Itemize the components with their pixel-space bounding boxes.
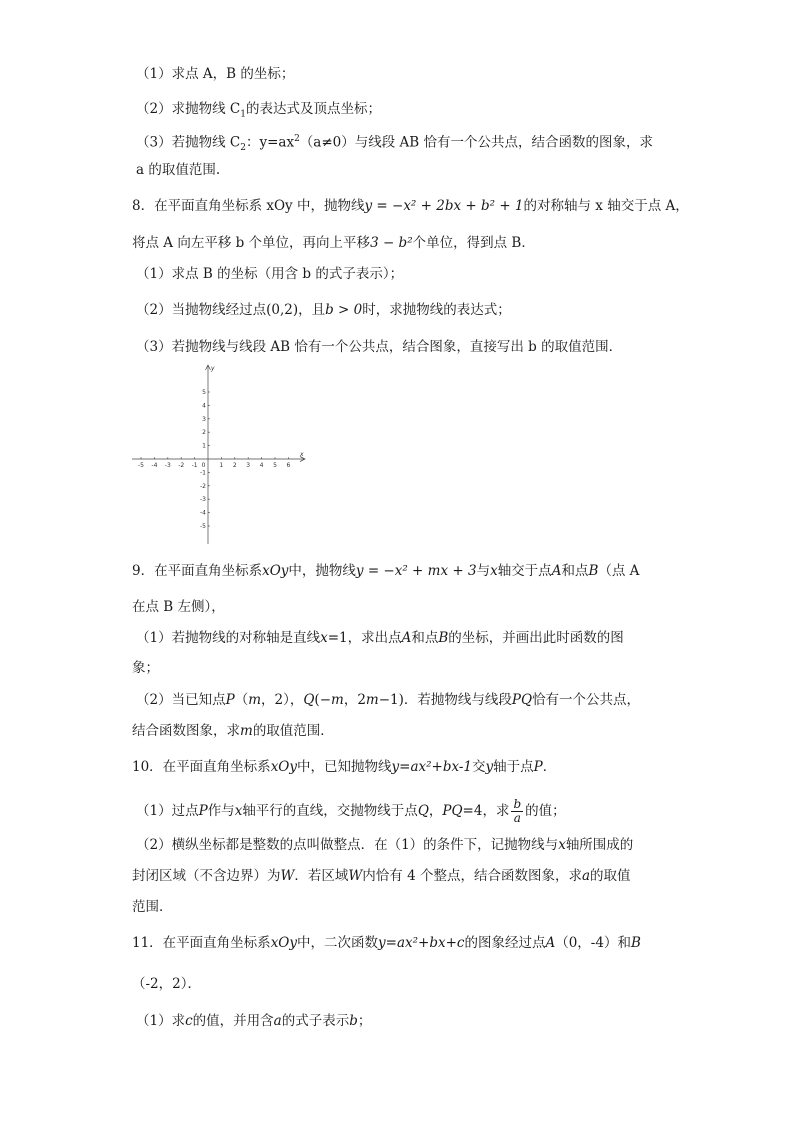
y-tick-label: -3 [200, 496, 206, 504]
q11-part1: （1）求c的值，并用含a的式子表示b； [136, 1013, 372, 1029]
y-tick-label: 3 [202, 415, 206, 423]
x-axis-label: x [300, 451, 304, 458]
q10-stem: 10．在平面直角坐标系xOy中，已知抛物线y=ax²+bx-1交y轴于点P． [132, 759, 557, 775]
q8-stem: 8．在平面直角坐标系 xOy 中，抛物线y = −x² + 2bx + b² + 1的对称轴与 x 轴交于点 A， [132, 198, 689, 214]
q10-part2: （2）横纵坐标都是整数的点叫做整点．在（1）的条件下，记抛物线与x轴所围成的 [136, 837, 634, 853]
q9-stem: 9．在平面直角坐标系xOy中，抛物线y = −x² + mx + 3与x轴交于点A和点B（点 A [132, 563, 640, 579]
fraction-b-over-a: $\frac{b}{a}$ [513, 797, 522, 825]
y-tick-label: -5 [200, 523, 206, 530]
x-tick-label: -1 [191, 462, 198, 469]
y-tick-label: 4 [202, 402, 206, 410]
q8-stem-cont: 将点 A 向左平移 b 个单位，再向上平移3 − b²个单位，得到点 B． [132, 235, 535, 251]
x-tick-label: 4 [259, 462, 264, 469]
x-tick-label: 3 [246, 462, 251, 469]
coordinate-axes-figure [128, 362, 308, 548]
y-tick-label: 2 [202, 429, 206, 437]
y-axis-label: y [211, 365, 215, 372]
x-tick-label: -2 [178, 462, 185, 469]
y-tick-label: -1 [200, 469, 206, 477]
q8-part2: （2）当抛物线经过点(0,2)，且b > 0时，求抛物线的表达式； [136, 302, 511, 318]
q11-stem: 11．在平面直角坐标系xOy中，二次函数y=ax²+bx+c的图象经过点A（0，-4）和B [132, 935, 641, 951]
x-tick-label: 2 [232, 462, 237, 469]
q11-stem-cont: （-2，2）． [132, 976, 201, 992]
q8-part3: （3）若抛物线与线段 AB 恰有一个公共点，结合图象，直接写出 b 的取值范围． [136, 339, 623, 355]
x-tick-label: 5 [273, 462, 277, 469]
q7-part3: （3）若抛物线 $C_2$：$y=ax^2(a\ne 0)$与线段 AB 恰有一个公共点，结合函数的图象，求 [136, 134, 653, 154]
q10-part2-cont: 封闭区域（不含边界）为W．若区域W内恰有 4 个整点，结合函数图象，求a的取值 [132, 868, 631, 884]
q10-part2-cont2: 范围． [132, 899, 173, 915]
y-tick-label: 5 [202, 389, 206, 396]
q7-part1: （1）求点 A，B 的坐标； [136, 66, 295, 82]
y-tick-label: 1 [202, 442, 206, 450]
x-tick-label: -4 [151, 462, 158, 469]
q9-part2-cont: 结合函数图象，求m的取值范围． [132, 723, 334, 739]
x-tick-label: 6 [286, 462, 291, 469]
q7-part3-cont: a 的取值范围. [136, 162, 221, 178]
q7-part2: （2）求抛物线 $C_1$的表达式及顶点坐标； [136, 101, 381, 120]
q8-part1: （1）求点 B 的坐标（用含 b 的式子表示）； [136, 266, 404, 282]
y-tick-label: -2 [200, 482, 206, 490]
q9-stem-cont: 在点 B 左侧）， [132, 599, 225, 615]
q9-part1: （1）若抛物线的对称轴是直线x=1，求出点A和点B的坐标，并画出此时函数的图 [136, 630, 624, 646]
q9-part1-cont: 象； [132, 660, 159, 676]
origin-label: 0 [201, 462, 206, 469]
y-tick-label: -4 [200, 509, 206, 517]
x-tick-label: -5 [138, 462, 144, 469]
q10-part1: （1）过点P作与x轴平行的直线，交抛物线于点Q，PQ=4，求 $\frac{b}{a}$ 的值； [136, 797, 566, 825]
q9-part2: （2）当已知点P（m，2），Q(−m，2m−1)．若抛物线与线段PQ恰有一个公共点， [136, 692, 641, 708]
x-tick-label: 1 [219, 462, 224, 469]
x-tick-label: -3 [164, 462, 171, 469]
